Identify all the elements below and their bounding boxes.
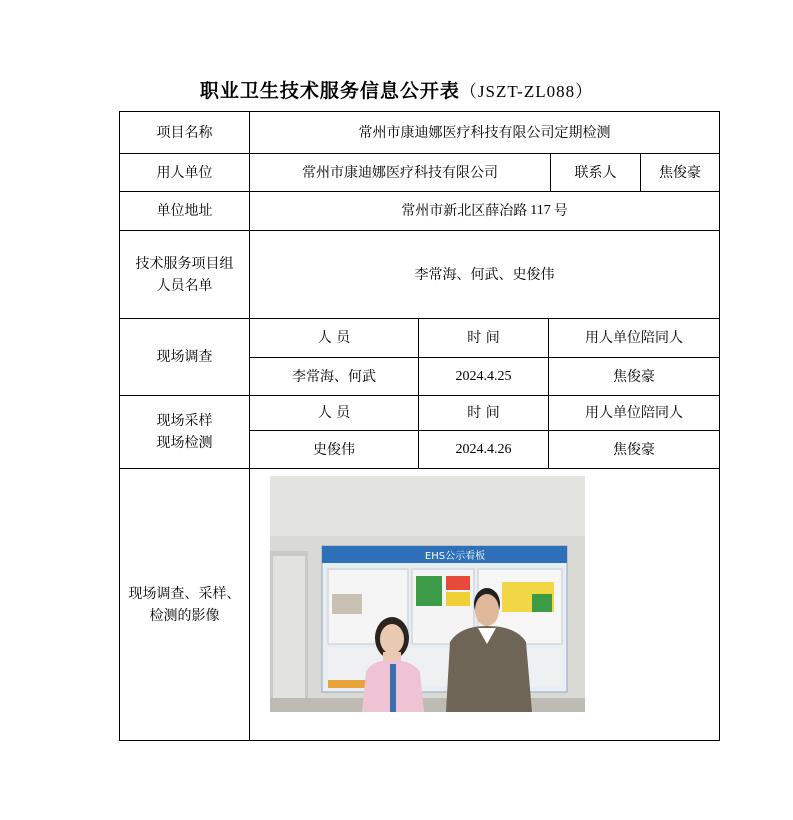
sampling-header-time: 时 间 xyxy=(467,405,500,421)
project-name-label: 项目名称 xyxy=(156,124,213,141)
title-code: （JSZT-ZL088） xyxy=(459,82,594,101)
sampling-person: 史俊伟 xyxy=(313,441,355,458)
team-label xyxy=(120,231,249,318)
survey-label: 现场调查 xyxy=(156,349,213,365)
survey-header-person: 人 员 xyxy=(317,330,351,346)
site-photo xyxy=(270,476,585,712)
survey-header-companion: 用人单位陪同人 xyxy=(585,330,683,346)
survey-header-time: 时 间 xyxy=(467,330,500,346)
address-number: 117 xyxy=(530,203,551,218)
board-title: EHS公示看板 xyxy=(424,551,486,562)
sampling-label xyxy=(120,396,249,468)
sampling-date: 2024.4.26 xyxy=(455,441,512,457)
sampling-header-person: 人 员 xyxy=(317,405,351,421)
survey-person: 李常海、何武 xyxy=(292,368,376,385)
team-label-line2: 人员名单 xyxy=(156,277,213,294)
sampling-companion: 焦俊豪 xyxy=(613,441,655,458)
images-label xyxy=(120,469,249,740)
employer-label: 用人单位 xyxy=(156,164,213,181)
images-label-line2: 检测的影像 xyxy=(149,607,220,624)
sampling-label-line1: 现场采样 xyxy=(156,413,213,429)
contact-value: 焦俊豪 xyxy=(659,164,701,181)
employer-value: 常州市康迪娜医疗科技有限公司 xyxy=(302,164,498,181)
address-suffix: 号 xyxy=(553,203,568,219)
images-label-line1: 现场调查、采样、 xyxy=(128,585,241,602)
survey-date: 2024.4.25 xyxy=(455,368,512,384)
project-name-value: 常州市康迪娜医疗科技有限公司定期检测 xyxy=(358,124,611,141)
title-main: 职业卫生技术服务信息公开表 xyxy=(199,80,460,102)
team-value: 李常海、何武、史俊伟 xyxy=(414,266,555,283)
survey-companion: 焦俊豪 xyxy=(613,368,655,385)
address-text: 常州市新北区薛冶路 xyxy=(401,203,528,219)
address-label: 单位地址 xyxy=(156,203,213,219)
team-label-line1: 技术服务项目组 xyxy=(135,255,234,272)
page-title xyxy=(0,76,793,103)
sampling-header-companion: 用人单位陪同人 xyxy=(585,405,683,421)
address-value xyxy=(250,192,719,230)
sampling-label-line2: 现场检测 xyxy=(156,435,213,451)
contact-label: 联系人 xyxy=(574,164,617,181)
